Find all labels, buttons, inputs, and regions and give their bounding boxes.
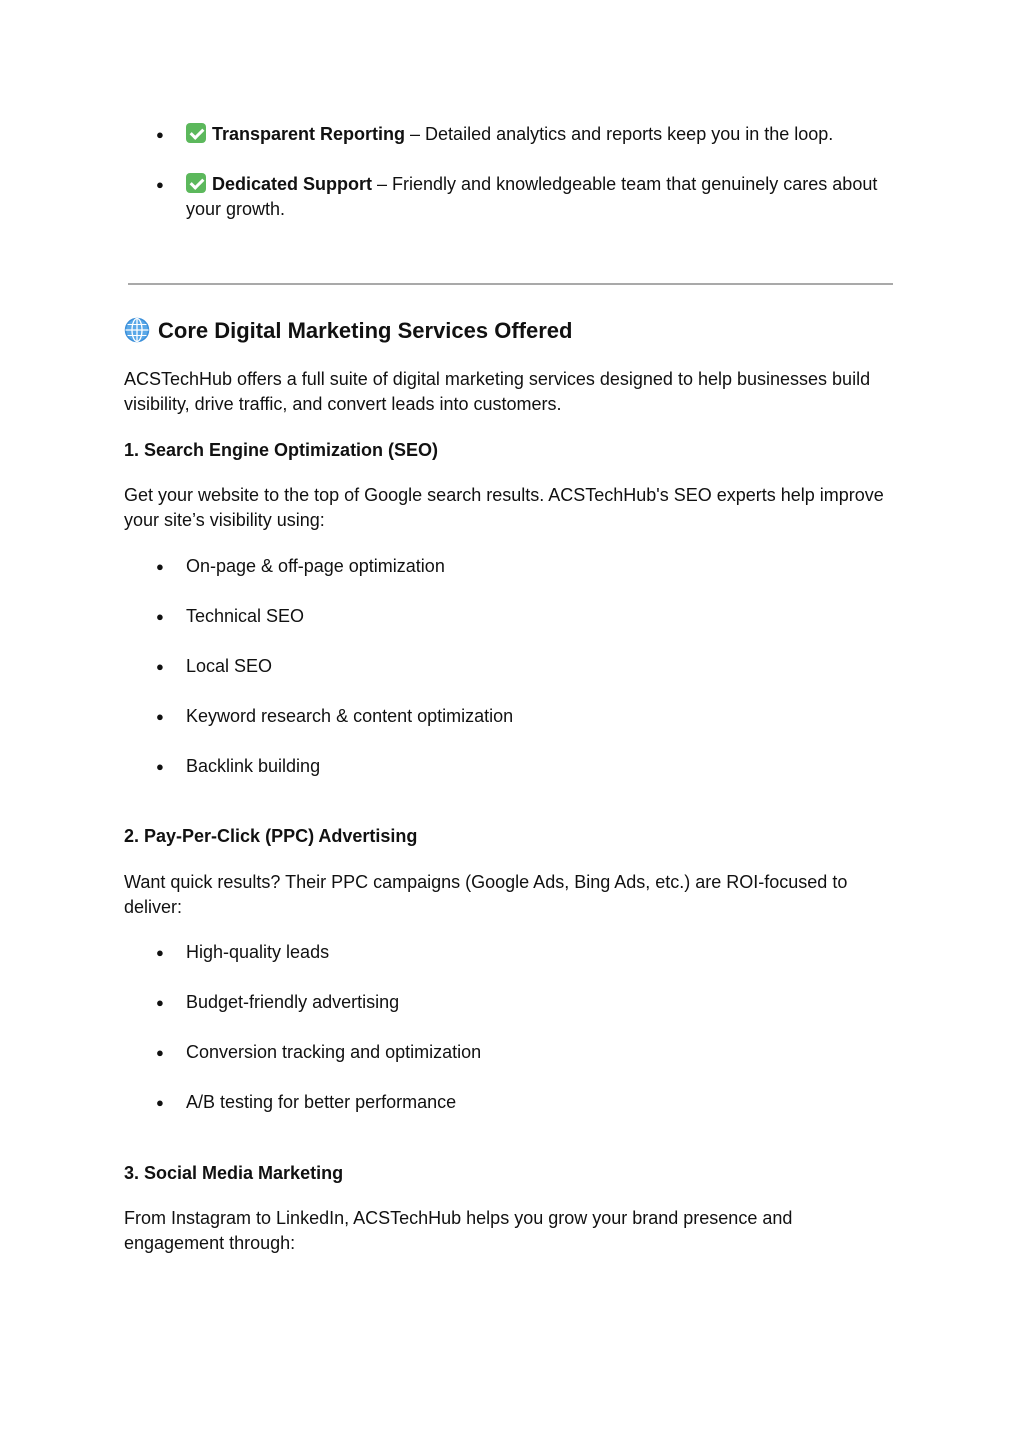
list-item-text [186,122,892,147]
bullet-dot: ● [156,127,164,142]
list-item-text: A/B testing for better performance [186,1092,457,1112]
list-item-desc: – Detailed analytics and reports keep you in the loop. [405,124,834,144]
bullet-dot: ● [156,995,164,1010]
globe-icon [124,317,150,343]
seo-heading: 1. Search Engine Optimization (SEO) [124,440,439,460]
ppc-heading: 2. Pay-Per-Click (PPC) Advertising [124,826,418,846]
list-item-bold: Transparent Reporting [212,124,406,144]
bullet-dot: ● [156,759,164,774]
smm-heading: 3. Social Media Marketing [124,1163,344,1183]
check-mark-icon [186,123,206,143]
section-intro: ACSTechHub offers a full suite of digital marketing services designed to help businesses build visibility, drive traffic, and convert leads into customers. [124,369,871,414]
bullet-dot: ● [156,1045,164,1060]
list-item-text: Conversion tracking and optimization [186,1042,482,1062]
bullet-dot: ● [156,659,164,674]
list-item-text: Backlink building [186,756,321,776]
list-item-text: Technical SEO [186,606,305,626]
list-item-text: Budget-friendly advertising [186,992,400,1012]
ppc-intro: Want quick results? Their PPC campaigns (Google Ads, Bing Ads, etc.) are ROI-focused to deliver: [124,872,848,917]
smm-intro: From Instagram to LinkedIn, ACSTechHub helps you grow your brand presence and engagement through: [124,1208,793,1253]
bullet-dot: ● [156,945,164,960]
check-mark-icon [186,173,206,193]
list-item-bold: Dedicated Support [212,174,373,194]
section-title: Core Digital Marketing Services Offered [158,318,573,343]
section-heading [124,316,894,346]
list-item-text: High-quality leads [186,942,330,962]
list-item-text: Keyword research & content optimization [186,706,514,726]
seo-intro: Get your website to the top of Google search results. ACSTechHub's SEO experts help improve your site’s visibility using: [124,485,884,530]
list-item-text: Local SEO [186,656,273,676]
bullet-dot: ● [156,177,164,192]
list-item-desc: – Friendly and knowledgeable team that genuinely cares about your growth. [186,174,878,219]
bullet-dot: ● [156,1095,164,1110]
bullet-dot: ● [156,609,164,624]
list-item-text: On-page & off-page optimization [186,556,445,576]
bullet-dot: ● [156,709,164,724]
bullet-dot: ● [156,559,164,574]
horizontal-divider [128,283,893,285]
list-item-text [186,172,892,222]
